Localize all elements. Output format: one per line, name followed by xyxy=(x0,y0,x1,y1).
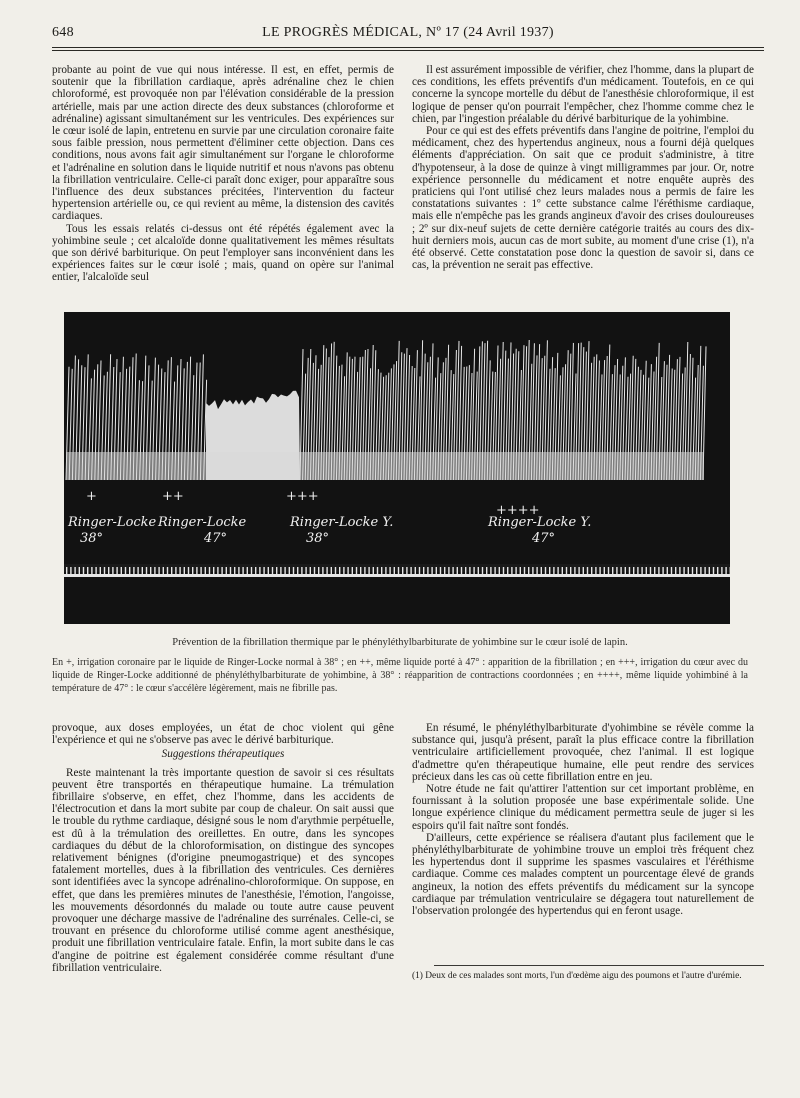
column-top-right xyxy=(412,64,754,271)
header-rule xyxy=(52,47,764,48)
label-ringer-locke-1: Ringer-Locke xyxy=(68,515,157,530)
kymograph-figure xyxy=(64,312,730,624)
paragraph: Il est assurément impossible de vérifier, chez l'homme, dans la plupart de ces conditions, les effets préventifs d'un médicament. Toutefois, en ce qui concerne la syncope mortelle du début de l'anesthésie chloroformique, il est logique de penser qu'on pourrait l'empêcher, chez l'homme comme chez le chien, par l'ingestion préalable du dérivé barbiturique de la yohimbine. xyxy=(412,64,754,125)
journal-title: LE PROGRÈS MÉDICAL, Nº 17 (24 Avril 1937) xyxy=(262,25,554,40)
paragraph: En résumé, le phényléthylbarbiturate d'yohimbine se révèle comme la substance qui, jusqu'à présent, paraît la plus efficace contre la fibrillation ventriculaire artificiellement provoquée, chez l'animal. Il est logique d'admettre qu'en thérapeutique humaine, elle peut rendre des services précieux dans les cas où cette fibrillation entre en jeu. xyxy=(412,722,754,783)
marker-plus-4: ++++ xyxy=(496,503,540,518)
paragraph: Reste maintenant la très importante question de savoir si ces résultats peuvent être transportés en thérapeutique humaine. La trémulation fibrillaire s'observe, en effet, chez l'homme, dans les accidents de l'électrocution et dans la mort subite par coup de chaleur. On sait aussi que le trouble du rythme cardiaque, désigné sous le nom d'arythmie perpétuelle, est dû à la trémulation des oreillettes. En outre, dans les syncopes cardiaques du début de la chloroformisation, on distingue des syncopes relativement bénignes (d'origine pneumogastrique) et des syncopes fatalement mortelles, dues à la fibrillation des ventricules. Ces dernières sont identifiées avec la syncope adrénalino-chloroformique. On suppose, en effet, que dans les premières minutes de l'anesthésie, l'émotion, l'angoisse, les mouvements désordonnés du malade ou toute autre cause peuvent provoquer une décharge massive de l'adrénaline des surrénales. Celle-ci, se trouvant en présence du chloroforme utilisé comme agent anesthésique, produit une fibrillation ventriculaire fatale. Enfin, la mort subite dans le cas d'angine de poitrine est également considérée comme résultant d'une fibrillation ventriculaire. xyxy=(52,766,394,974)
label-ringer-locke-y-2: Ringer-Locke Y. xyxy=(488,515,592,530)
column-top-left xyxy=(52,64,394,284)
caption-body: En +, irrigation coronaire par le liquide de Ringer-Locke normal à 38° ; en ++, même liquide porté à 47° : apparition de la fibrillation ; en +++, irrigation du cœur avec du liquide de Ringer-Locke additionné de phényléthylbarbiturate de yohimbine, à 38° : réapparition de contractions coordonnées ; en ++++, même liquide yohimbiné à la température de 47° : le cœur s'accélère légèrement, mais ne fibrille pas. xyxy=(52,657,748,694)
paragraph: Pour ce qui est des effets préventifs dans l'angine de poitrine, l'emploi du médicament, chez des hypertendus angineux, nous a fourni déjà quelques éléments d'appréciation. On sait que ce produit s'administre, à titre d'hypotenseur, à la dose de quinze à vingt milligrammes par jour. Or, notre expérience personnelle du médicament et notre enquête auprès des praticiens qui l'ont utilisé chez leurs malades nous a permis de faire les constatations suivantes : 1º cette substance calme l'éréthisme cardiaque, mais elle n'empêche pas les grands angineux d'avoir des crises douloureuses ; 2º sur dix-neuf sujets de cette dernière catégorie traités au cours des dix-huit derniers mois, aucun cas de mort subite, au moment d'une crise (1), n'a été observé. Cette constatation pose donc la question de savoir si, dans ce cas, la prévention ne serait pas effective. xyxy=(412,125,754,272)
paragraph: provoque, aux doses employées, un état de choc violent qui gêne l'expérience et qui ne s'observe pas avec le dérivé barbiturique. xyxy=(52,722,394,747)
paragraph: D'ailleurs, cette expérience se réalisera d'autant plus facilement que le phényléthylbarbiturate de yohimbine trouve un emploi très fréquent chez les hypertendus dont il supprime les spasmes vasculaires et l'éréthisme cardiaque. Comme ces malades comptent un pourcentage élevé de grands angineux, la notion des effets préventifs du médicament sur la syncope cardiaque par trémulation ventriculaire se dégagera tout naturellement de l'observation prolongée des hypertendus qui en feront usage. xyxy=(412,831,754,918)
marker-plus-3: +++ xyxy=(286,489,319,504)
label-ringer-locke-2: Ringer-Locke xyxy=(158,515,247,530)
page-header xyxy=(52,25,764,45)
page-number: 648 xyxy=(52,25,74,40)
footnote-rule xyxy=(434,965,764,966)
section-heading: Suggestions thérapeutiques xyxy=(161,748,285,761)
paragraph: probante au point de vue qui nous intéresse. Il est, en effet, permis de soutenir que la fibrillation cardiaque, après adrénaline chez le chien chloroformé, est provoquée non par l'élévation considérable de la pression artérielle, mais par une action directe des deux substances (chloroforme et adrénaline) agissant simultanément sur les ventricules. Des expériences sur le cœur isolé de lapin, entretenu en survie par une circulation coronaire faite sous faible pression, nous permettent d'éliminer cette objection. Dans ces conditions, nous avons fait agir simultanément sur l'organe le chloroforme et l'adrénaline en solution dans le liquide nutritif et nous n'avons pas obtenu la fibrillation ventriculaire. Celle-ci paraît donc exiger, pour apparaître sous l'influence des deux substances précitées, l'intervention du facteur hypertension artérielle ou, ce qui revient au même, la distension des cavités cardiaques. xyxy=(52,64,394,223)
paragraph: Tous les essais relatés ci-dessus ont été répétés également avec la yohimbine seule ; cet alcaloïde donne qualitativement les mêmes résultats que son dérivé barbiturique. On peut l'employer sans inconvénient dans les expériences faites sur le cœur isolé ; mais, quand on opère sur l'animal entier, l'alcaloïde seul xyxy=(52,222,394,284)
marker-plus-2: ++ xyxy=(162,489,184,504)
paragraph: Notre étude ne fait qu'attirer l'attention sur cet important problème, en fournissant à la solution proposée une base expérimentale solide. Une longue expérience clinique du médicament permettra seule de juger si les espoirs qu'il fait naître sont fondés. xyxy=(412,783,754,832)
footnote: (1) Deux de ces malades sont morts, l'un d'œdème aigu des poumons et l'autre d'urémie. xyxy=(412,971,742,981)
label-ringer-locke-y-1: Ringer-Locke Y. xyxy=(290,515,394,530)
label-temp-47-1: 47° xyxy=(204,531,228,546)
marker-plus-1: + xyxy=(86,489,97,504)
figure-caption xyxy=(44,636,756,695)
label-temp-38-1: 38° xyxy=(80,531,104,546)
caption-title: Prévention de la fibrillation thermique par le phényléthylbarbiturate de yohimbine sur le cœur isolé de lapin. xyxy=(172,637,628,648)
column-bottom-left xyxy=(52,722,394,974)
column-bottom-right xyxy=(412,722,754,917)
header-rule-double xyxy=(52,50,764,51)
label-temp-47-2: 47° xyxy=(532,531,556,546)
label-temp-38-2: 38° xyxy=(306,531,330,546)
